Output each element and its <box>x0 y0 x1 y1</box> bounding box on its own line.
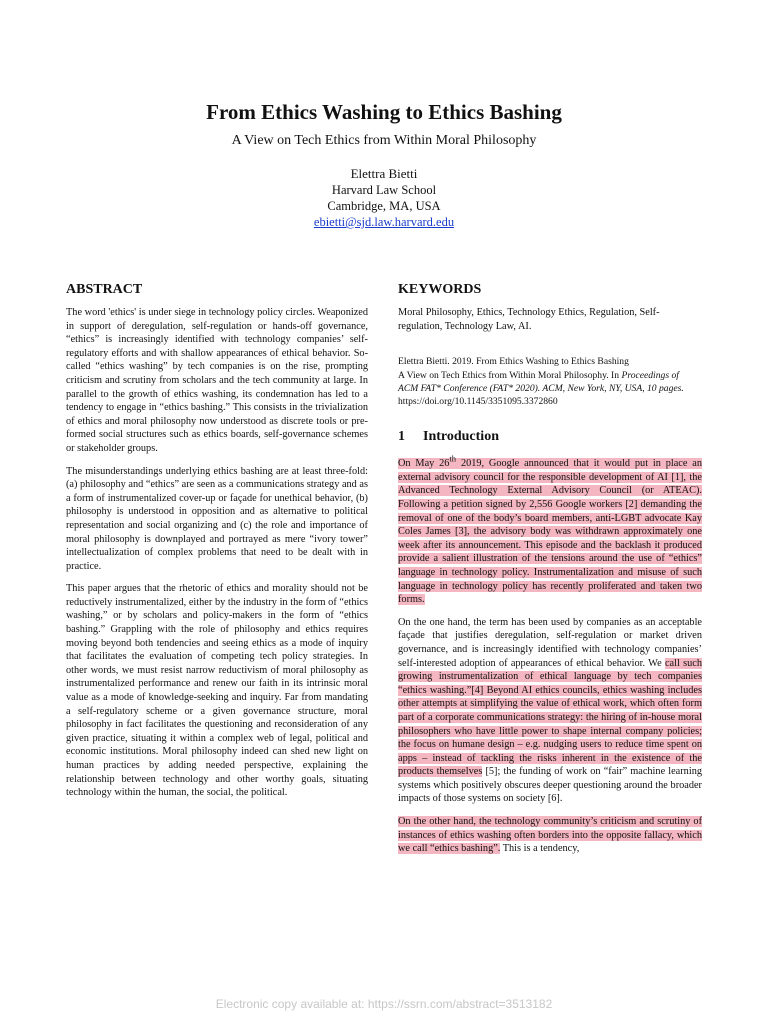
author-email-link[interactable]: ebietti@sjd.law.harvard.edu <box>313 215 455 229</box>
author-location: Cambridge, MA, USA <box>327 199 441 213</box>
intro-p3-rest: This is a tendency, <box>500 843 580 855</box>
reference-line-2 <box>398 369 702 382</box>
intro-p2-start: On the one hand, the term has been used by companies as an acceptable façade that justifies deregulation, self-regulation or market driven governance, and is increasingly identified with technology companies’ self-interested adoption of appearances of ethical behavior. We <box>398 616 702 669</box>
section-title: Introduction <box>423 428 499 444</box>
keywords-heading: KEYWORDS <box>398 282 482 297</box>
intro-paragraph-2 <box>398 616 702 806</box>
intro-p1-rest: 2019, Google announced that it would put in place an external advisory council for the responsible development of AI [1], the Advanced Technology External Advisory Council (or ATEAC). Following a petition signed by 2,556 Google workers [2] demanding the removal of one of the body’s board members, anti-LGBT advocate Kay Coles James [3], the advisory body was withdrawn approximately one week after its announcement. This episode and the backlash it produced provide a salient illustration of the tensions around the use of “ethics” language in technology policy. Instrumentalization and misuse of such language in technology policy has recently proliferated and taken two forms. <box>398 458 702 606</box>
intro-paragraph-3 <box>398 815 702 856</box>
intro-paragraph-1 <box>398 453 702 607</box>
highlight-span: call such growing instrumentalization of ethical language by tech companies “ethics washing.”[4] Beyond AI ethics councils, ethics washing includes other attempts at simplifying the value of ethical work, which often form part of a corporate communications strategy: the hiring of in-house moral philosophers who have little power to shape internal company policies; the focus on humane design – e.g. nudging users to reduce time spent on apps – instead of tackling the risks inherent in the existence of the products themselves <box>398 657 702 778</box>
reference-line-3 <box>398 382 702 395</box>
reference-venue-italic: ACM FAT* Conference (FAT* 2020). ACM, New York, NY, USA, 10 pages. <box>398 383 684 394</box>
intro-p1-superscript: th <box>449 453 457 464</box>
ssrn-footer: Electronic copy available at: https://ssrn.com/abstract=3513182 <box>215 997 553 1011</box>
right-column <box>398 282 702 865</box>
abstract-paragraph-3: This paper argues that the rhetoric of ethics and morality should not be reductively instrumentalized, either by the industry in the form of “ethics washing,” or by scholars and policy-makers in the form of “ethics bashing.” Grappling with the role of philosophy and ethics requires moving beyond both tendencies and seeing ethics as a mode of inquiry that facilitates the evaluation of competing tech policy strategies. In other words, we must resist narrow reductivism of moral philosophy as instrumentalized performance and renew our faith in its intrinsic moral value as a mode of knowledge-seeking and inquiry. Far from mandating a self-regulatory scheme or a given governance structure, moral philosophy in fact facilitates the questioning and reconsideration of any given practice, situating it within a complex web of legal, political and economic institutions. Moral philosophy indeed can shed new light on human practices by adding needed perspective, explaining the relationship between technology and other worthy goals, situating technology within the human, the social, the political. <box>66 583 368 799</box>
author-affiliation: Harvard Law School <box>331 183 437 197</box>
keywords-text: Moral Philosophy, Ethics, Technology Ethics, Regulation, Self-regulation, Technology Law, AI. <box>398 307 660 332</box>
introduction-heading <box>398 429 702 445</box>
paper-title: From Ethics Washing to Ethics Bashing <box>206 100 562 124</box>
intro-p2-rest: [5]; the funding of work on “fair” machine learning systems which positively obscures deeper questioning around the broader impacts of those systems on society [6]. <box>398 766 702 805</box>
abstract-heading: ABSTRACT <box>66 282 143 297</box>
reference-line-1: Elettra Bietti. 2019. From Ethics Washing to Ethics Bashing <box>398 356 629 368</box>
author-block <box>0 166 768 230</box>
abstract-paragraph-1: The word 'ethics' is under siege in technology policy circles. Weaponized in support of deregulation, self-regulation or hands-off governance, “ethics” is increasingly identified with technology companies’ self-regulatory efforts and with shallow appearances of ethical behavior. So-called “ethics washing” by tech companies is on the rise, prompting criticism and scrutiny from scholars and the tech community at large. In parallel to the growth of ethics washing, its condemnation has led to a tendency to engage in “ethics bashing.” This consists in the trivialization of ethics and moral philosophy now understood as discrete tools or pre-formed social structures such as ethics boards, self-governance schemes or stakeholder groups. <box>66 307 368 454</box>
reference-proceedings-italic: Proceedings of <box>621 369 679 381</box>
acm-reference-format <box>398 355 702 409</box>
paper-subtitle: A View on Tech Ethics from Within Moral Philosophy <box>231 133 537 148</box>
section-number: 1 <box>398 428 405 444</box>
reference-line-2-text: A View on Tech Ethics from Within Moral Philosophy. In <box>398 369 622 381</box>
highlight-span <box>398 453 702 606</box>
abstract-paragraph-2: The misunderstandings underlying ethics bashing are at least three-fold: (a) philosophy and “ethics” are seen as a communications strategy and as a form of instrumentalized cover-up or façade for unethical behavior, (b) philosophy is understood in opposition and as alternative to political representation and social organizing and (c) the role and importance of moral philosophy is downplayed and portrayed as mere “ivory tower” intellectualization of complex problems that need to be dealt with in practice. <box>66 465 368 572</box>
intro-p1-start: On May 26 <box>398 458 450 470</box>
author-name: Elettra Bietti <box>350 166 418 181</box>
highlight-span: On the other hand, the technology community’s criticism and scrutiny of instances of ethics washing often borders into the opposite fallacy, which we call “ethics bashing”. <box>398 816 702 855</box>
reference-doi[interactable]: https://doi.org/10.1145/3351095.3372860 <box>398 396 558 408</box>
left-column <box>66 282 368 809</box>
